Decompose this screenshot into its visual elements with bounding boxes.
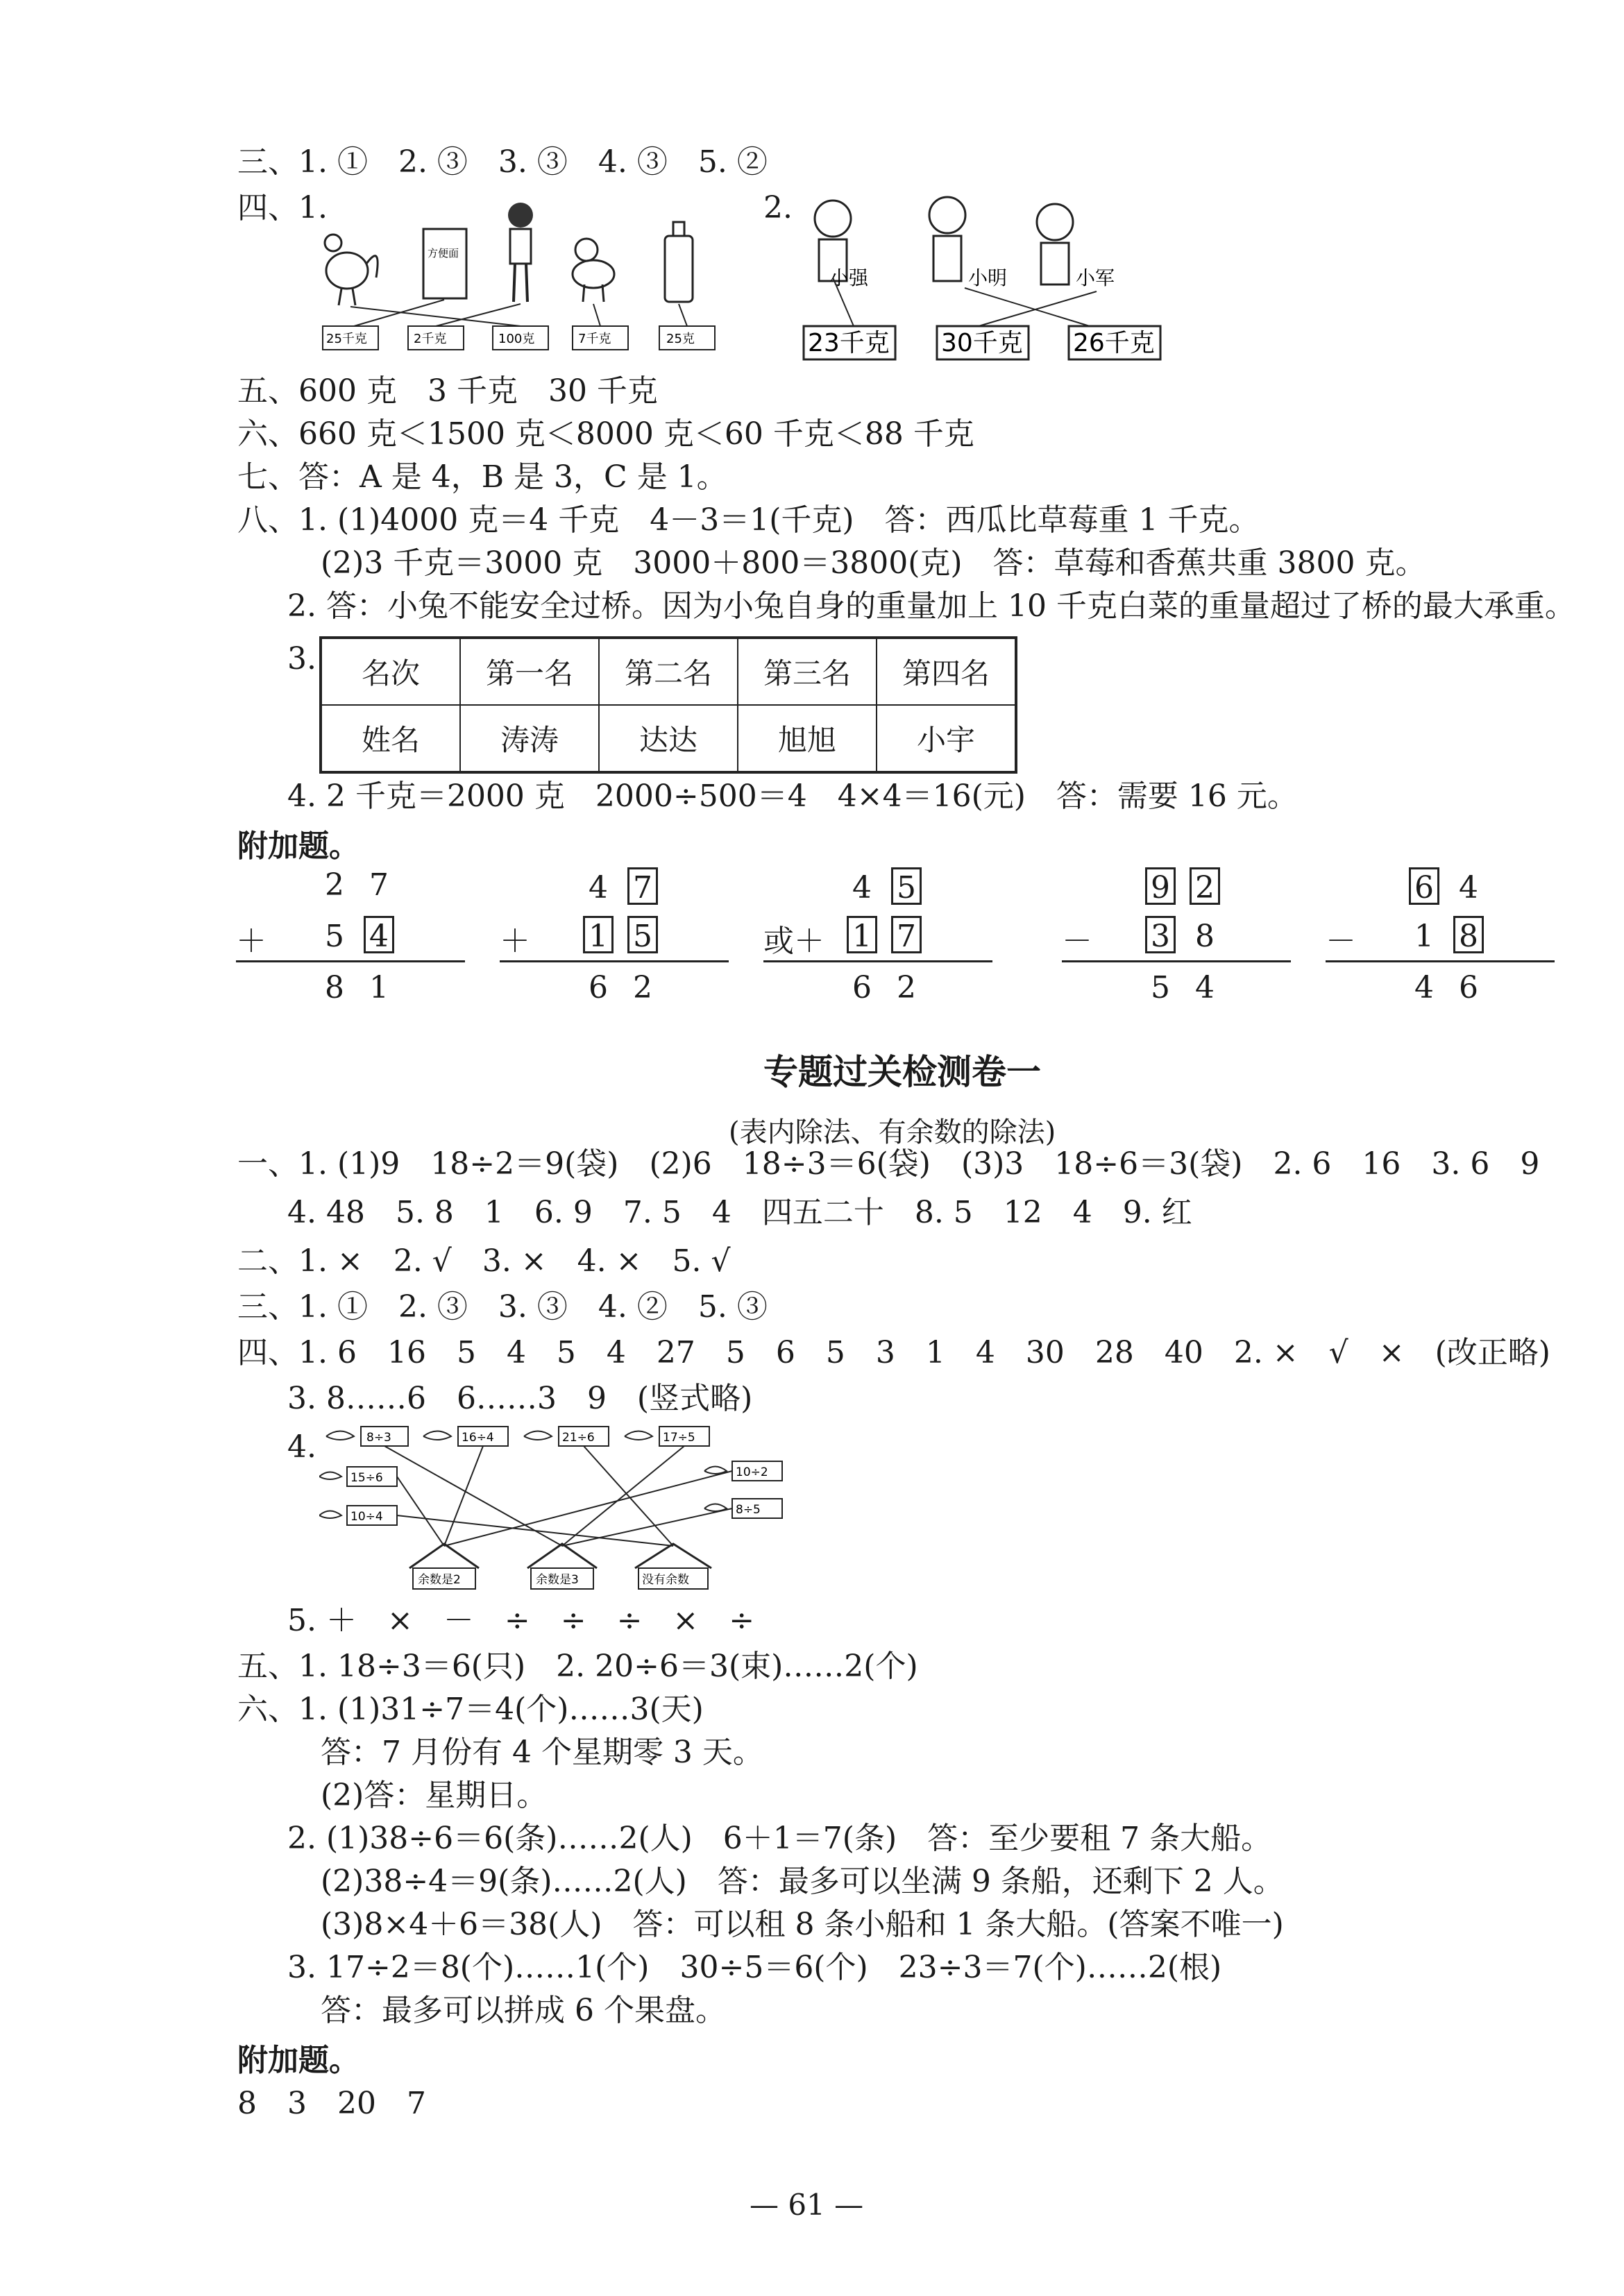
svg-text:余数是2: 余数是2 (418, 1573, 461, 1587)
p2-san: 三、1. ① 2. ③ 3. ③ 4. ② 5. ③ (237, 1289, 768, 1325)
p2-liu-2-3: (3)8×4＋6＝38(人) 答：可以租 8 条小船和 1 条大船。(答案不唯一) (321, 1907, 1284, 1942)
digit: 4 (852, 870, 872, 905)
section-title: 专题过关检测卷一 (763, 1052, 1041, 1092)
noodle-bag-label: 方便面 (428, 247, 459, 260)
p2-yi-1: 一、1. (1)9 18÷2＝9(袋) (2)6 18÷3＝6(袋) (3)3 18÷6＝3(袋) 2. 6 16 3. 6 9 (237, 1146, 1540, 1182)
p2-si-4-label: 4. (287, 1429, 316, 1465)
svg-text:8÷3: 8÷3 (366, 1431, 391, 1445)
p2-si-3: 3. 8……6 6……3 9 (竖式略) (287, 1381, 753, 1416)
rooster-icon (325, 235, 378, 305)
vertical-calculation (1062, 867, 1298, 1006)
calc-operator: ＋ (236, 924, 267, 959)
bird-card-icon (319, 1506, 397, 1525)
matching-figure-weights (312, 187, 743, 361)
digit: 4 (1459, 870, 1478, 905)
house-icon (409, 1544, 479, 1589)
digit-box: 3 (1138, 916, 1183, 954)
section-ba-1-2: (2)3 千克＝3000 克 3000＋800＝3800(克) 答：草莓和香蕉共重 3800 克。 (321, 545, 1426, 581)
calc-operand-row (1138, 867, 1227, 905)
weight-label-1: 25千克 (326, 332, 367, 346)
digit: 2 (325, 867, 344, 903)
vertical-calculation (236, 867, 472, 1006)
svg-text:8÷5: 8÷5 (736, 1503, 761, 1517)
section-wu: 五、600 克 3 千克 30 千克 (237, 373, 658, 409)
weight-label-2: 2千克 (414, 332, 447, 346)
division-remainder-figure (319, 1422, 805, 1592)
calc-result-row (1138, 970, 1227, 1005)
svg-text:17÷5: 17÷5 (663, 1431, 695, 1445)
digit: 8 (1195, 919, 1215, 954)
digit: 7 (369, 867, 389, 903)
digit-box: 7 (620, 867, 665, 905)
digit: 1 (369, 970, 389, 1005)
p2-liu-2-2: (2)38÷4＝9(条)……2(人) 答：最多可以坐满 9 条船，还剩下 2 人。 (321, 1864, 1284, 1899)
name-xiaoqiang: 小强 (829, 266, 869, 289)
calc-result-row (1402, 970, 1491, 1005)
table-cell: 第三名 (738, 638, 877, 705)
digit: 6 (852, 970, 872, 1005)
calc-operand-row (312, 916, 401, 954)
ranking-table-header (321, 638, 1016, 705)
name-xiaoming: 小明 (968, 266, 1008, 289)
p2-wu: 五、1. 18÷3＝6(只) 2. 20÷6＝3(束)……2(个) (237, 1649, 918, 1684)
noodle-bag-icon (423, 229, 466, 298)
calc-operand-row (576, 867, 665, 905)
calc-operator: 或＋ (763, 924, 824, 959)
svg-text:15÷6: 15÷6 (350, 1471, 383, 1485)
calc-rule-line (236, 960, 465, 962)
calc-rule-line (763, 960, 992, 962)
child-xiaojun-icon (1037, 204, 1073, 284)
digit: 4 (589, 870, 608, 905)
vertical-calculation (1326, 867, 1562, 1006)
p2-liu-1: 六、1. (1)31÷7＝4(个)……3(天) (237, 1692, 704, 1727)
calc-operand-row (840, 867, 929, 905)
table-cell: 名次 (321, 638, 460, 705)
digit-box: 7 (884, 916, 929, 954)
vertical-calculation (500, 867, 736, 1006)
bird-card-icon (423, 1427, 508, 1446)
child-icon (508, 203, 533, 302)
weight-label-4: 7千克 (578, 332, 611, 346)
p2-liu-3: 3. 17÷2＝8(个)……1(个) 30÷5＝6(个) 23÷3＝7(个)……2(根) (287, 1950, 1222, 1985)
svg-text:21÷6: 21÷6 (562, 1431, 595, 1445)
calc-operator: － (1062, 924, 1092, 959)
bird-card-icon (704, 1499, 782, 1518)
p2-liu-2-1: 2. (1)38÷6＝6(条)……2(人) 6＋1＝7(条) 答：至少要租 7 条大船。 (287, 1821, 1272, 1856)
calc-rule-line (1062, 960, 1291, 962)
section-liu: 六、660 克＜1500 克＜8000 克＜60 千克＜88 千克 (237, 416, 974, 452)
section-qi: 七、答：A 是 4，B 是 3，C 是 1。 (237, 459, 727, 495)
table-cell: 达达 (599, 705, 738, 772)
matching-figure-children (798, 180, 1187, 368)
calc-operator: ＋ (500, 924, 530, 959)
digit-box: 1 (576, 916, 620, 954)
p2-bonus-answer: 8 3 20 7 (237, 2086, 426, 2121)
bottle-icon (665, 222, 693, 302)
calc-rule-line (500, 960, 729, 962)
section-ba-4: 4. 2 千克＝2000 克 2000÷500＝4 4×4＝16(元) 答：需要 16 元。 (287, 779, 1298, 814)
svg-text:余数是3: 余数是3 (536, 1573, 579, 1587)
table-cell: 第一名 (460, 638, 599, 705)
digit-box: 5 (620, 916, 665, 954)
p2-yi-2: 4. 48 5. 8 1 6. 9 7. 5 4 四五二十 8. 5 12 4 9. 红 (287, 1195, 1192, 1230)
p2-bonus-heading: 附加题。 (237, 2043, 360, 2078)
calc-operator: － (1326, 924, 1356, 959)
digit-box: 1 (840, 916, 884, 954)
svg-text:16÷4: 16÷4 (462, 1431, 494, 1445)
dog-icon (573, 239, 614, 302)
digit: 1 (1414, 919, 1434, 954)
table-cell: 第二名 (599, 638, 738, 705)
child-xiaoming-icon (929, 197, 965, 281)
svg-text:没有余数: 没有余数 (642, 1573, 689, 1587)
digit: 5 (1151, 970, 1170, 1005)
calc-rule-line (1326, 960, 1555, 962)
svg-text:10÷2: 10÷2 (736, 1465, 768, 1479)
calc-result-row (840, 970, 929, 1005)
digit-box: 2 (1183, 867, 1227, 905)
section-san: 三、1. ① 2. ③ 3. ③ 4. ③ 5. ② (237, 144, 768, 180)
digit: 4 (1414, 970, 1434, 1005)
calc-result-row (312, 970, 401, 1005)
bird-card-icon (524, 1427, 609, 1446)
p2-liu-1-2: (2)答：星期日。 (321, 1778, 548, 1813)
calc-operand-row (1138, 916, 1227, 954)
bird-card-icon (704, 1461, 782, 1481)
section-ba-3-label: 3. (287, 641, 316, 677)
digit-box: 8 (1446, 916, 1491, 954)
table-cell: 涛涛 (460, 705, 599, 772)
table-cell: 小宇 (877, 705, 1016, 772)
name-xiaojun: 小军 (1076, 266, 1115, 289)
digit: 5 (325, 919, 344, 954)
p2-liu-1-answer: 答：7 月份有 4 个星期零 3 天。 (321, 1735, 763, 1770)
section-ba-1-1: 八、1. (1)4000 克＝4 千克 4－3＝1(千克) 答：西瓜比草莓重 1 千克。 (237, 502, 1260, 538)
calc-operand-row (1402, 867, 1491, 905)
weight-label-5: 25克 (666, 332, 695, 346)
table-cell: 第四名 (877, 638, 1016, 705)
section-subtitle: (表内除法、有余数的除法) (729, 1116, 1056, 1148)
table-cell: 姓名 (321, 705, 460, 772)
svg-text:10÷4: 10÷4 (350, 1510, 383, 1524)
bird-card-icon (319, 1467, 397, 1486)
bird-card-icon (326, 1427, 408, 1446)
p2-er: 二、1. × 2. √ 3. × 4. × 5. √ (237, 1243, 731, 1279)
digit: 6 (589, 970, 608, 1005)
digit: 6 (1459, 970, 1478, 1005)
digit: 4 (1195, 970, 1215, 1005)
table-cell: 旭旭 (738, 705, 877, 772)
digit: 8 (325, 970, 344, 1005)
page-number: — 61 — (750, 2188, 864, 2222)
weight-label-3: 100克 (498, 332, 535, 346)
house-icon (527, 1544, 597, 1589)
child-weight-2: 30千克 (941, 329, 1023, 357)
bird-card-icon (625, 1427, 709, 1446)
child-weight-3: 26千克 (1073, 329, 1155, 357)
digit-box: 4 (357, 916, 401, 954)
digit: 2 (897, 970, 916, 1005)
section-si-label: 四、1. (237, 190, 328, 226)
p2-liu-3-answer: 答：最多可以拼成 6 个果盘。 (321, 1993, 726, 2028)
calc-operand-row (312, 867, 401, 903)
calc-operand-row (840, 916, 929, 954)
calc-operand-row (1402, 916, 1491, 954)
ranking-table (319, 636, 1017, 774)
digit: 2 (633, 970, 652, 1005)
digit-box: 9 (1138, 867, 1183, 905)
ranking-table-row (321, 705, 1016, 772)
calc-result-row (576, 970, 665, 1005)
child-weight-1: 23千克 (808, 329, 890, 357)
section-si-q2-label: 2. (763, 190, 793, 226)
section-ba-2: 2. 答：小兔不能安全过桥。因为小兔自身的重量加上 10 千克白菜的重量超过了桥的最大承重。 (287, 588, 1575, 624)
calc-operand-row (576, 916, 665, 954)
digit-box: 5 (884, 867, 929, 905)
digit-box: 6 (1402, 867, 1446, 905)
p2-si-1: 四、1. 6 16 5 4 5 4 27 5 6 5 3 1 4 30 28 40 2. × √ × (改正略) (237, 1335, 1550, 1370)
p2-si-5: 5. ＋ × － ÷ ÷ ÷ × ÷ (287, 1603, 755, 1638)
vertical-calculation (763, 867, 999, 1006)
house-icon (635, 1544, 711, 1589)
bonus-heading: 附加题。 (237, 828, 360, 864)
